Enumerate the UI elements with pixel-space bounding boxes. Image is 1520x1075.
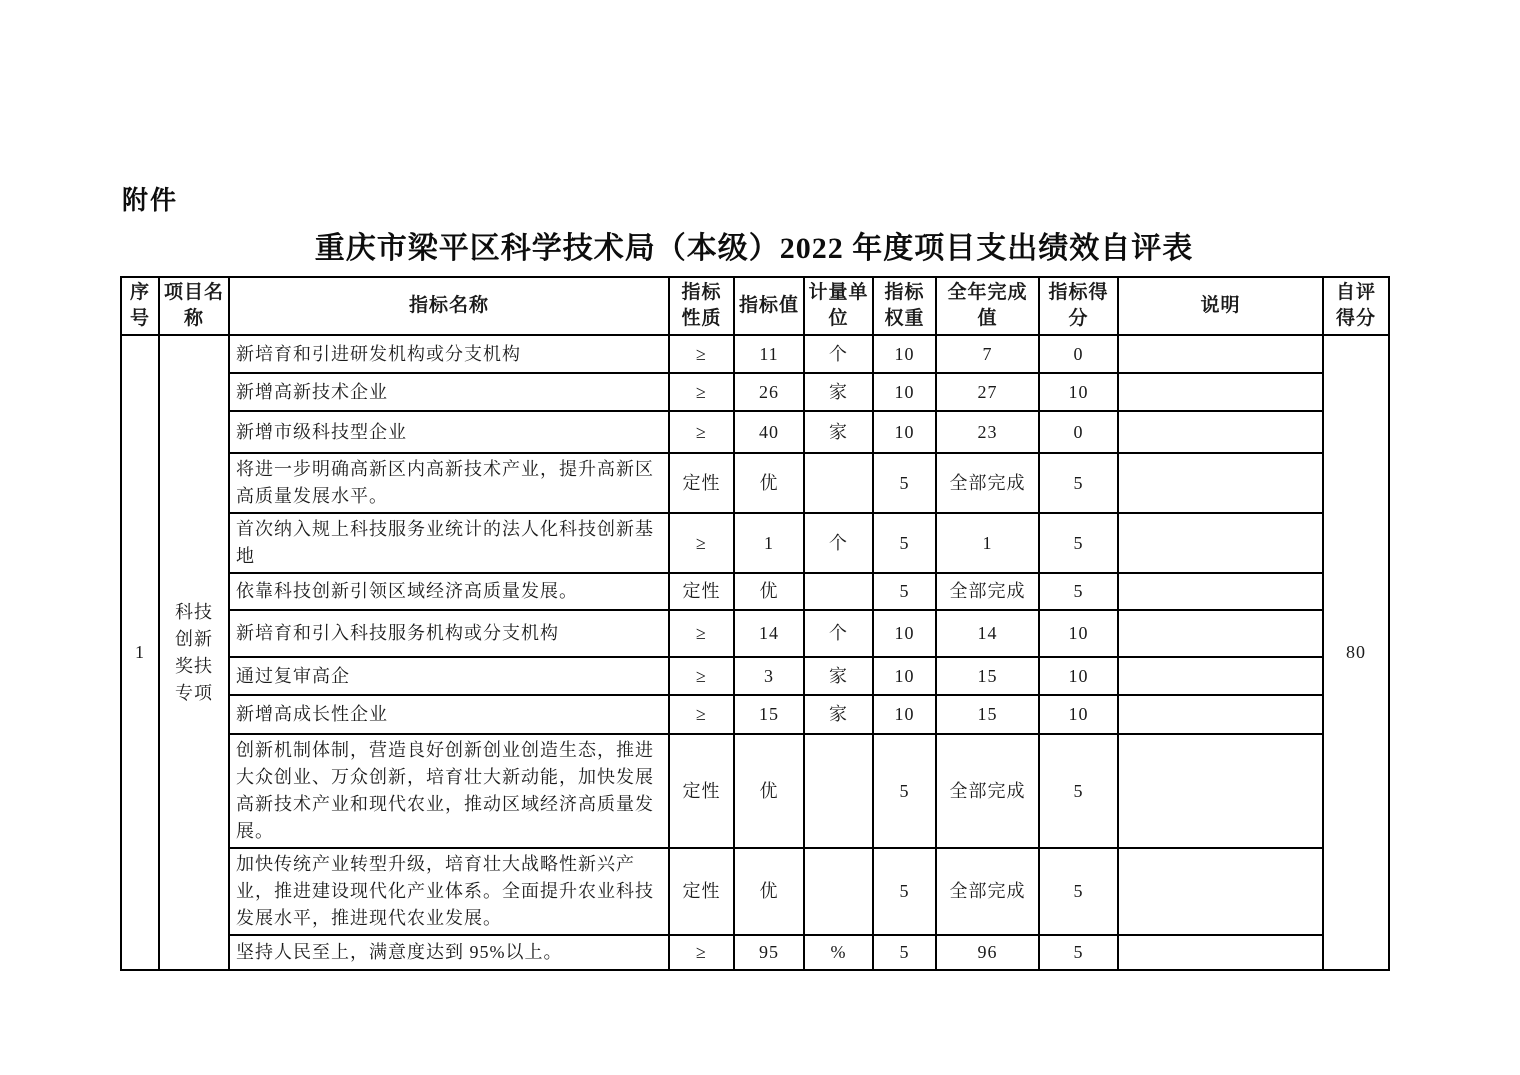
completed-value-cell: 15 [936, 695, 1039, 734]
table-row [121, 657, 1389, 695]
note-cell [1118, 657, 1323, 695]
completed-value-cell: 15 [936, 657, 1039, 695]
score-cell: 5 [1039, 848, 1118, 935]
col-header-score: 指标得分 [1039, 277, 1118, 335]
indicator-nature-cell: 定性 [669, 848, 734, 935]
note-cell [1118, 373, 1323, 411]
note-cell [1118, 695, 1323, 734]
unit-cell: 家 [804, 695, 873, 734]
score-cell: 5 [1039, 573, 1118, 610]
table-row [121, 610, 1389, 657]
note-cell [1118, 453, 1323, 513]
unit-cell: 家 [804, 373, 873, 411]
indicator-value-cell: 40 [734, 411, 804, 453]
indicator-nature-cell: 定性 [669, 734, 734, 848]
col-header-weight: 指标权重 [873, 277, 936, 335]
col-header-self-score: 自评得分 [1323, 277, 1389, 335]
table-row [121, 848, 1389, 935]
weight-cell: 5 [873, 513, 936, 573]
weight-cell: 10 [873, 695, 936, 734]
completed-value-cell: 1 [936, 513, 1039, 573]
weight-cell: 5 [873, 734, 936, 848]
self-score-cell: 80 [1323, 335, 1389, 970]
indicator-value-cell: 15 [734, 695, 804, 734]
indicator-name-cell: 将进一步明确高新区内高新技术产业，提升高新区高质量发展水平。 [229, 453, 669, 513]
page-title: 重庆市梁平区科学技术局（本级）2022 年度项目支出绩效自评表 [314, 232, 1194, 265]
col-header-nature: 指标性质 [669, 277, 734, 335]
indicator-name-cell: 依靠科技创新引领区域经济高质量发展。 [229, 573, 669, 610]
weight-cell: 10 [873, 335, 936, 373]
score-cell: 10 [1039, 657, 1118, 695]
table-row [121, 734, 1389, 848]
indicator-value-cell: 优 [734, 734, 804, 848]
col-header-note: 说明 [1118, 277, 1323, 335]
col-header-project: 项目名称 [159, 277, 229, 335]
unit-cell: 个 [804, 610, 873, 657]
score-cell: 5 [1039, 935, 1118, 970]
col-header-completed: 全年完成值 [936, 277, 1039, 335]
unit-cell: 家 [804, 411, 873, 453]
note-cell [1118, 411, 1323, 453]
indicator-name-cell: 坚持人民至上，满意度达到 95%以上。 [229, 935, 669, 970]
score-cell: 10 [1039, 610, 1118, 657]
weight-cell: 10 [873, 610, 936, 657]
indicator-value-cell: 26 [734, 373, 804, 411]
indicator-nature-cell: 定性 [669, 573, 734, 610]
col-header-unit: 计量单位 [804, 277, 873, 335]
indicator-value-cell: 优 [734, 573, 804, 610]
indicator-name-cell: 新增市级科技型企业 [229, 411, 669, 453]
indicator-name-cell: 新培育和引进研发机构或分支机构 [229, 335, 669, 373]
unit-cell [804, 453, 873, 513]
table-row [121, 695, 1389, 734]
indicator-value-cell: 优 [734, 453, 804, 513]
score-cell: 5 [1039, 453, 1118, 513]
table-row [121, 513, 1389, 573]
table-row [121, 935, 1389, 970]
completed-value-cell: 23 [936, 411, 1039, 453]
score-cell: 5 [1039, 513, 1118, 573]
indicator-value-cell: 11 [734, 335, 804, 373]
indicator-value-cell: 14 [734, 610, 804, 657]
completed-value-cell: 14 [936, 610, 1039, 657]
weight-cell: 5 [873, 573, 936, 610]
indicator-name-cell: 新增高成长性企业 [229, 695, 669, 734]
indicator-value-cell: 3 [734, 657, 804, 695]
weight-cell: 5 [873, 453, 936, 513]
indicator-nature-cell: ≥ [669, 935, 734, 970]
indicator-nature-cell: ≥ [669, 610, 734, 657]
weight-cell: 10 [873, 411, 936, 453]
completed-value-cell: 7 [936, 335, 1039, 373]
col-header-serial: 序号 [121, 277, 159, 335]
indicator-name-cell: 加快传统产业转型升级，培育壮大战略性新兴产业，推进建设现代化产业体系。全面提升农业科技发展水平，推进现代农业发展。 [229, 848, 669, 935]
indicator-nature-cell: ≥ [669, 373, 734, 411]
col-header-indicator: 指标名称 [229, 277, 669, 335]
unit-cell [804, 734, 873, 848]
completed-value-cell: 96 [936, 935, 1039, 970]
serial-number-cell: 1 [121, 335, 159, 970]
indicator-nature-cell: ≥ [669, 335, 734, 373]
indicator-nature-cell: 定性 [669, 453, 734, 513]
weight-cell: 5 [873, 935, 936, 970]
project-name-cell: 科技创新奖扶专项 [159, 335, 229, 970]
note-cell [1118, 610, 1323, 657]
indicator-name-cell: 创新机制体制，营造良好创新创业创造生态，推进大众创业、万众创新，培育壮大新动能，加快发展高新技术产业和现代农业，推动区域经济高质量发展。 [229, 734, 669, 848]
completed-value-cell: 全部完成 [936, 573, 1039, 610]
note-cell [1118, 848, 1323, 935]
score-cell: 10 [1039, 373, 1118, 411]
note-cell [1118, 573, 1323, 610]
completed-value-cell: 全部完成 [936, 453, 1039, 513]
unit-cell: 家 [804, 657, 873, 695]
note-cell [1118, 335, 1323, 373]
evaluation-table [120, 276, 1390, 971]
score-cell: 5 [1039, 734, 1118, 848]
col-header-value: 指标值 [734, 277, 804, 335]
score-cell: 10 [1039, 695, 1118, 734]
indicator-name-cell: 新增高新技术企业 [229, 373, 669, 411]
score-cell: 0 [1039, 335, 1118, 373]
table-row [121, 335, 1389, 373]
table-row [121, 573, 1389, 610]
unit-cell [804, 573, 873, 610]
note-cell [1118, 513, 1323, 573]
table-row [121, 411, 1389, 453]
indicator-nature-cell: ≥ [669, 695, 734, 734]
completed-value-cell: 27 [936, 373, 1039, 411]
table-row [121, 453, 1389, 513]
indicator-name-cell: 新培育和引入科技服务机构或分支机构 [229, 610, 669, 657]
note-cell [1118, 734, 1323, 848]
unit-cell: 个 [804, 513, 873, 573]
indicator-value-cell: 95 [734, 935, 804, 970]
completed-value-cell: 全部完成 [936, 734, 1039, 848]
indicator-value-cell: 1 [734, 513, 804, 573]
unit-cell: 个 [804, 335, 873, 373]
score-cell: 0 [1039, 411, 1118, 453]
unit-cell [804, 848, 873, 935]
weight-cell: 5 [873, 848, 936, 935]
header-row [121, 277, 1389, 335]
weight-cell: 10 [873, 657, 936, 695]
indicator-name-cell: 首次纳入规上科技服务业统计的法人化科技创新基地 [229, 513, 669, 573]
unit-cell: % [804, 935, 873, 970]
indicator-nature-cell: ≥ [669, 657, 734, 695]
indicator-name-cell: 通过复审高企 [229, 657, 669, 695]
completed-value-cell: 全部完成 [936, 848, 1039, 935]
weight-cell: 10 [873, 373, 936, 411]
attachment-label: 附件 [122, 185, 179, 215]
indicator-nature-cell: ≥ [669, 411, 734, 453]
table-row [121, 373, 1389, 411]
note-cell [1118, 935, 1323, 970]
indicator-value-cell: 优 [734, 848, 804, 935]
indicator-nature-cell: ≥ [669, 513, 734, 573]
